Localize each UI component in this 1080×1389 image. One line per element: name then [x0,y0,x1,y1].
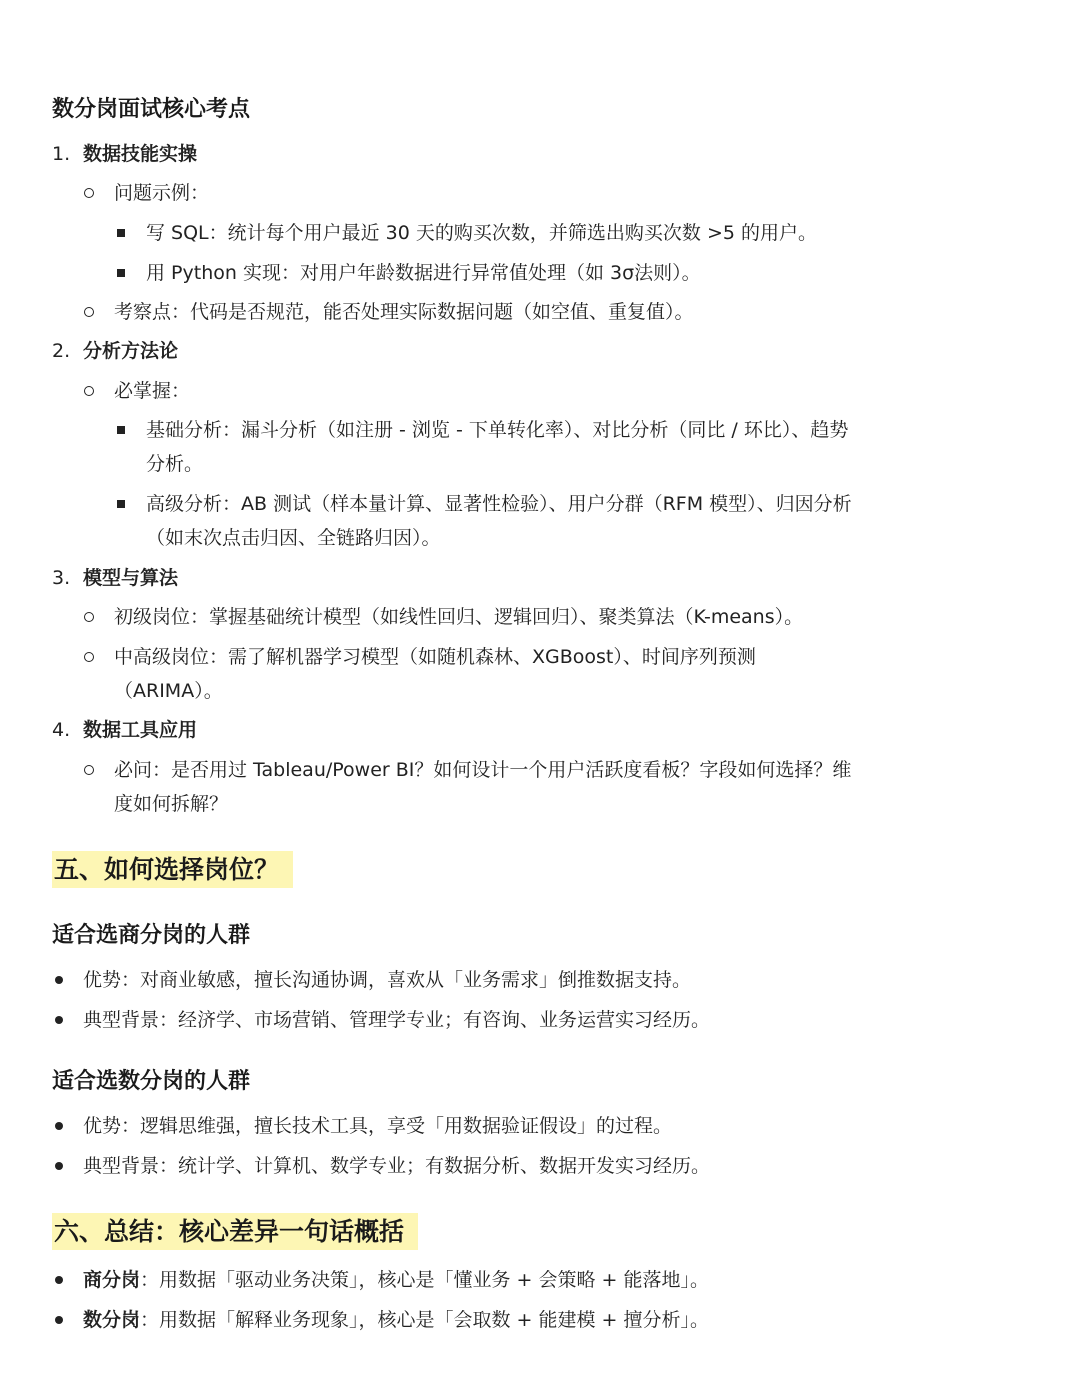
list-item: 优势：对商业敏感，擅长沟通协调，喜欢从「业务需求」倒推数据支持。 [83,969,692,991]
list-item: 必掌握： [114,380,191,402]
list-item-title: 分析方法论 [83,340,179,362]
item-label: 数分岗 [83,1309,141,1331]
highlighted-heading-text: 六、总结：核心差异一句话概括 [52,1213,418,1250]
list-item-title: 数据工具应用 [83,719,198,741]
list-number: 3. [52,567,71,589]
item-text: ：用数据「解释业务现象」，核心是「会取数 + 能建模 + 擅分析」。 [140,1309,710,1331]
list-item: 初级岗位：掌握基础统计模型（如线性回归、逻辑回归）、聚类算法（K-means）。 [114,606,804,628]
bullet-icon [55,976,63,984]
circle-bullet-icon [84,652,94,662]
list-item: 问题示例： [114,182,210,204]
list-item: 典型背景：统计学、计算机、数学专业；有数据分析、数据开发实习经历。 [83,1155,711,1177]
subsection-title: 适合选商分岗的人群 [52,923,251,948]
circle-bullet-icon [84,188,94,198]
section-title: 数分岗面试核心考点 [52,97,251,122]
list-item: 必问：是否用过 Tableau/Power BI？如何设计一个用户活跃度看板？字段如何选择？维 [114,759,852,781]
list-number: 4. [52,719,71,741]
list-item-continuation: 分析。 [146,453,204,475]
list-item-continuation: （ARIMA）。 [114,680,223,702]
section-heading [52,1212,418,1248]
list-item: 高级分析：AB 测试（样本量计算、显著性检验）、用户分群（RFM 模型）、归因分析 [146,493,852,515]
square-bullet-icon [117,269,125,277]
list-item: 基础分析：漏斗分析（如注册 - 浏览 - 下单转化率）、对比分析（同比 / 环比）、趋势 [146,419,849,441]
subsection-title: 适合选数分岗的人群 [52,1069,251,1094]
list-item-continuation: 度如何拆解？ [114,793,229,815]
list-item-continuation: （如末次点击归因、全链路归因）。 [146,527,441,549]
list-item: 中高级岗位：需了解机器学习模型（如随机森林、XGBoost）、时间序列预测 [114,646,756,668]
list-item-title: 模型与算法 [83,567,179,589]
list-item [83,1303,709,1337]
circle-bullet-icon [84,612,94,622]
item-label: 商分岗 [83,1269,141,1291]
bullet-icon [55,1122,63,1130]
list-item: 用 Python 实现：对用户年龄数据进行异常值处理（如 3σ法则）。 [146,262,701,284]
square-bullet-icon [117,426,125,434]
list-item: 写 SQL：统计每个用户最近 30 天的购买次数，并筛选出购买次数 >5 的用户。 [146,222,817,244]
section-heading [52,850,293,886]
item-text: ：用数据「驱动业务决策」，核心是「懂业务 + 会策略 + 能落地」。 [140,1269,710,1291]
list-number: 2. [52,340,71,362]
circle-bullet-icon [84,386,94,396]
bullet-icon [55,1316,63,1324]
square-bullet-icon [117,229,125,237]
list-item [83,1263,709,1297]
list-number: 1. [52,143,71,165]
list-item: 优势：逻辑思维强，擅长技术工具，享受「用数据验证假设」的过程。 [83,1115,673,1137]
bullet-icon [55,1276,63,1284]
highlighted-heading-text: 五、如何选择岗位？ [52,851,293,888]
circle-bullet-icon [84,765,94,775]
square-bullet-icon [117,500,125,508]
list-item: 考察点：代码是否规范，能否处理实际数据问题（如空值、重复值）。 [114,301,694,323]
bullet-icon [55,1162,63,1170]
list-item: 典型背景：经济学、市场营销、管理学专业；有咨询、业务运营实习经历。 [83,1009,711,1031]
circle-bullet-icon [84,307,94,317]
list-item-title: 数据技能实操 [83,143,198,165]
bullet-icon [55,1016,63,1024]
